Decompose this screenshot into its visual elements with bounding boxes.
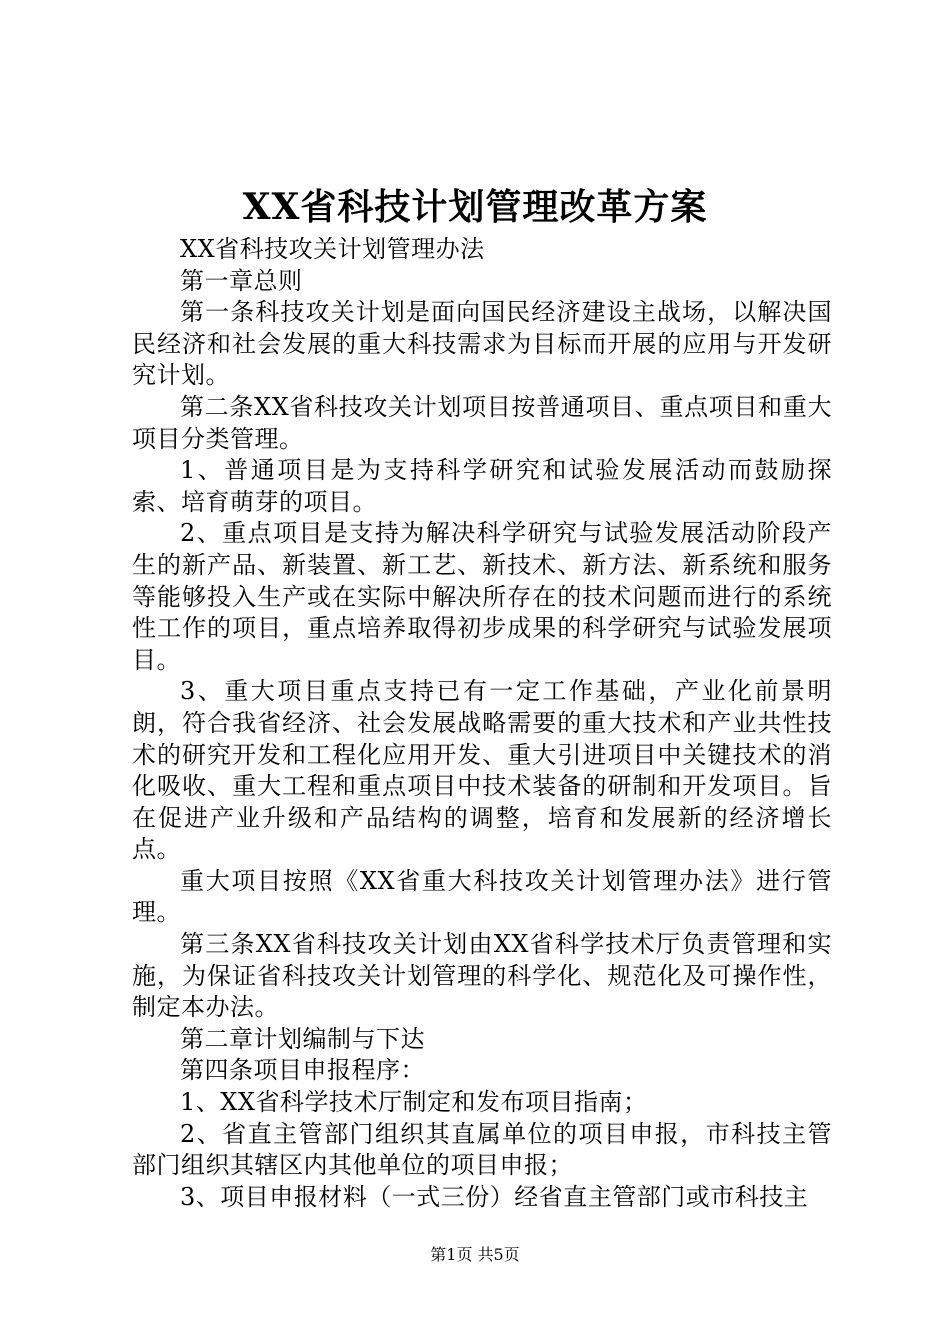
paragraph: 第一条科技攻关计划是面向国民经济建设主战场，以解决国民经济和社会发展的重大科技需求为目标而开展的应用与开发研究计划。	[132, 298, 832, 390]
paragraph: 第三条XX省科技攻关计划由XX省科学技术厅负责管理和实施，为保证省科技攻关计划管理的科学化、规范化及可操作性，制定本办法。	[132, 930, 832, 1022]
paragraph: 第二条XX省科技攻关计划项目按普通项目、重点项目和重大项目分类管理。	[132, 392, 832, 453]
document-body	[132, 234, 832, 1213]
paragraph: 3、重大项目重点支持已有一定工作基础，产业化前景明朗，符合我省经济、社会发展战略需要的重大技术和产业共性技术的研究开发和工程化应用开发、重大引进项目中关键技术的消化吸收、重大工程和重点项目中技术装备的研制和开发项目。旨在促进产业升级和产品结构的调整，培育和发展新的经济增长点。	[132, 677, 832, 864]
paragraph: 2、重点项目是支持为解决科学研究与试验发展活动阶段产生的新产品、新装置、新工艺、新技术、新方法、新系统和服务等能够投入生产或在实际中解决所存在的技术问题而进行的系统性工作的项目，重点培养取得初步成果的科学研究与试验发展项目。	[132, 519, 832, 674]
paragraph: 第二章计划编制与下达	[180, 1024, 425, 1053]
paragraph: XX省科技攻关计划管理办法	[180, 235, 485, 263]
paragraph: 2、省直主管部门组织其直属单位的项目申报，市科技主管部门组织其辖区内其他单位的项目申报；	[132, 1119, 832, 1180]
paragraph: 重大项目按照《XX省重大科技攻关计划管理办法》进行管理。	[132, 866, 832, 927]
document-title: XX省科技计划管理改革方案	[242, 186, 708, 228]
paragraph: 3、项目申报材料（一式三份）经省直主管部门或市科技主	[180, 1182, 809, 1211]
page-footer: 第1页 共5页	[430, 1245, 520, 1264]
paragraph: 第四条项目申报程序：	[180, 1056, 425, 1085]
paragraph: 1、XX省科学技术厅制定和发布项目指南；	[180, 1088, 648, 1117]
paragraph: 第一章总则	[180, 266, 303, 295]
paragraph: 1、普通项目是为支持科学研究和试验发展活动而鼓励探索、培育萌芽的项目。	[132, 456, 832, 516]
